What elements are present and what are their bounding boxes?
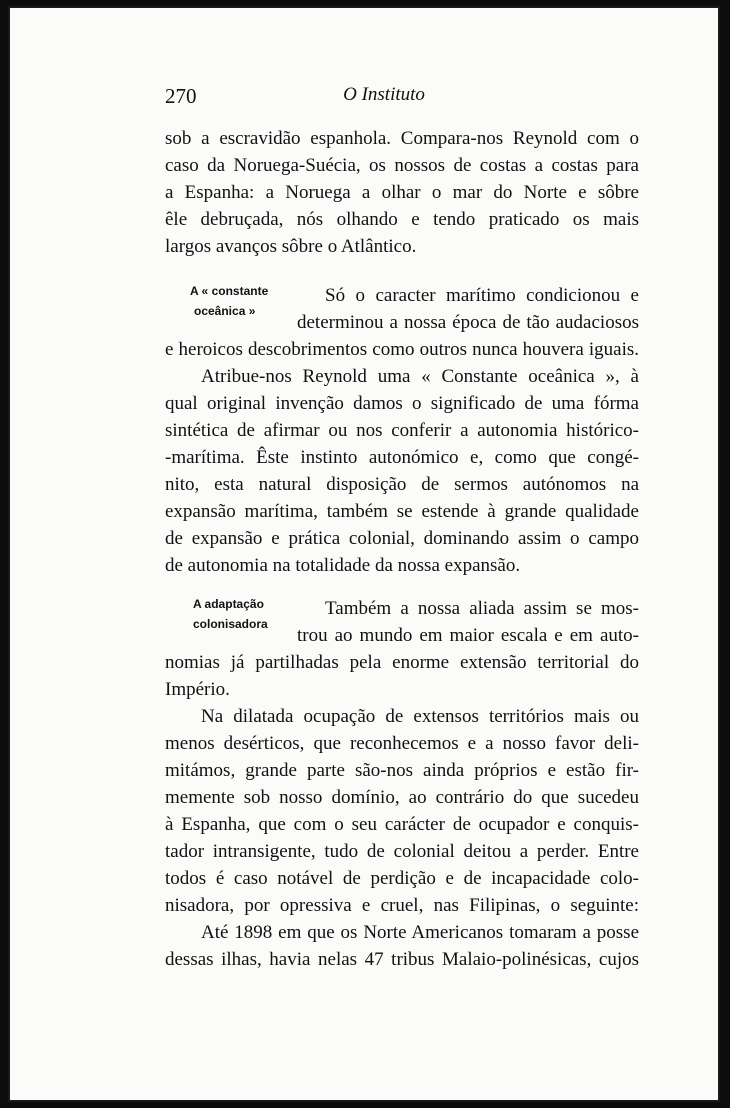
text-line: de autonomia na totalidade da nossa expansão. (165, 555, 521, 576)
text-line: à Espanha, que com o seu carácter de ocupador e conquis- (165, 814, 639, 835)
book-page (10, 8, 718, 1100)
margin-note-line: colonisadora (193, 617, 268, 631)
text-line: determinou a nossa época de tão audaciosos (297, 312, 639, 333)
text-line: dessas ilhas, havia nelas 47 tribus Malaio-polinésicas, cujos (165, 949, 639, 970)
text-line: sob a escravidão espanhola. Compara-nos Reynold com o (165, 128, 639, 149)
text-line: menos desérticos, que reconhecemos e a nosso favor deli- (165, 733, 639, 754)
text-line: sintética de afirmar ou nos conferir a autonomia histórico- (165, 420, 639, 441)
text-line: -marítima. Êste instinto autonómico e, como que congé- (165, 447, 639, 468)
margin-note-line: A « constante (190, 284, 269, 298)
page-number: 270 (165, 84, 197, 108)
paragraph-intro (165, 125, 639, 260)
text-line: trou ao mundo em maior escala e em auto- (297, 625, 639, 646)
text-line: Atribue-nos Reynold uma « Constante oceânica », à (201, 366, 639, 387)
margin-note-line: A adaptação (193, 597, 264, 611)
text-line: Até 1898 em que os Norte Americanos tomaram a posse (201, 922, 639, 943)
text-line: nomias já partilhadas pela enorme extensão territorial do (165, 652, 639, 673)
text-line: nito, esta natural disposição de sermos autónomos na (165, 474, 639, 495)
text-line: Império. (165, 679, 230, 700)
text-line: nisadora, por opressiva e cruel, nas Filipinas, o seguinte: (165, 895, 639, 916)
text-line: a Espanha: a Noruega a olhar o mar do Norte e sôbre (165, 182, 639, 203)
text-line: largos avanços sôbre o Atlântico. (165, 236, 417, 257)
paragraph-adaptacao (165, 595, 639, 973)
margin-note-line: oceânica » (194, 304, 256, 318)
text-line: qual original invenção damos o significado de uma fórma (165, 393, 639, 414)
text-line: Também a nossa aliada assim se mos- (325, 598, 639, 619)
text-line: tador intransigente, tudo de colonial deitou a perder. Entre (165, 841, 639, 862)
paragraph-constante (165, 282, 639, 579)
text-line: mitámos, grande parte são-nos ainda próprios e estão fir- (165, 760, 639, 781)
text-line: Só o caracter marítimo condicionou e (325, 285, 639, 306)
text-line: memente sob nosso domínio, ao contrário do que sucedeu (165, 787, 639, 808)
text-line: Na dilatada ocupação de extensos territórios mais ou (201, 706, 639, 727)
text-line: e heroicos descobrimentos como outros nunca houvera iguais. (165, 339, 639, 360)
text-line: expansão marítima, também se estende à grande qualidade (165, 501, 639, 522)
text-line: todos é caso notável de perdição e de incapacidade colo- (165, 868, 639, 889)
text-line: caso da Noruega-Suécia, os nossos de costas a costas para (165, 155, 639, 176)
text-line: êle debruçada, nós olhando e tendo praticado os mais (165, 209, 639, 230)
running-title: O Instituto (343, 84, 425, 105)
page-header (10, 84, 718, 108)
text-line: de expansão e prática colonial, dominando assim o campo (165, 528, 639, 549)
